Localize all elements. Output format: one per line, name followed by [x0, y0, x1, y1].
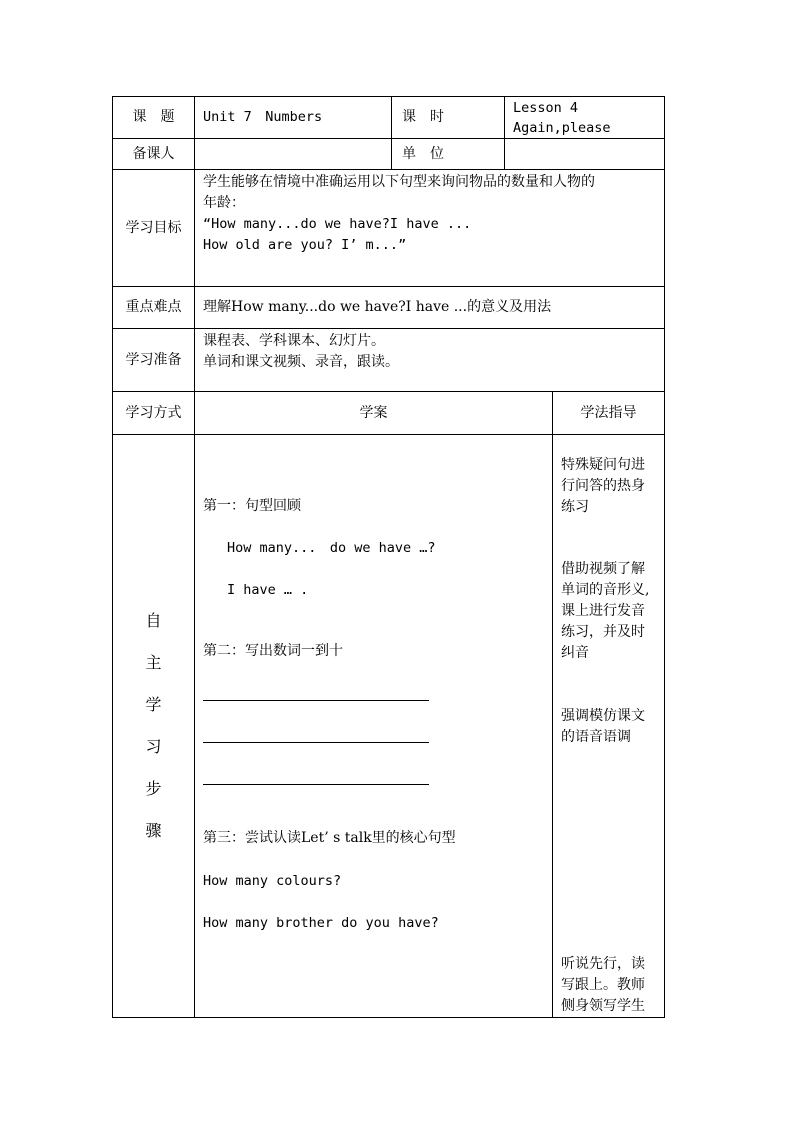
blank-line-1: [203, 700, 429, 701]
plan-content: [195, 435, 553, 1018]
s3-line-2: How many brother do you have?: [203, 915, 439, 931]
guide-2-line: 单词的音形义,: [561, 582, 650, 598]
goals-line-2: 年龄：: [203, 195, 245, 211]
row-goals: [113, 170, 665, 287]
guide-3-line: 强调模仿课文: [561, 708, 645, 724]
guide-4-line: 听说先行，读: [561, 956, 645, 972]
row-prep: [113, 329, 665, 392]
steps-char-6: 骤: [145, 821, 162, 840]
period-label: 课 时: [392, 97, 505, 139]
steps-char-2: 主: [145, 653, 162, 672]
prep-line-2: 单词和课文视频、录音，跟读。: [203, 354, 399, 370]
preparer-value: [195, 139, 392, 170]
key-text: 理解How many...do we have?I have ...的意义及用法: [195, 287, 665, 329]
guide-1-line: 特殊疑问句进: [561, 457, 645, 473]
key-label: 重点难点: [113, 287, 195, 329]
row-steps: [113, 435, 665, 1018]
goals-line-4: How old are you? I’ m...”: [203, 237, 407, 253]
guide-1-line: 行问答的热身: [561, 478, 645, 494]
lesson-value: [505, 97, 665, 139]
s1-title: 第一：句型回顾: [203, 498, 301, 514]
guide-2-line: 练习，并及时: [561, 624, 645, 640]
guide-4-line: 侧身领写学生: [561, 998, 645, 1014]
s2-title: 第二：写出数词一到十: [203, 643, 343, 659]
s3-line-1: How many colours?: [203, 873, 342, 889]
guide-2-line: 课上进行发音: [561, 603, 645, 619]
goals-line-3: “How many...do we have?I have ...: [203, 216, 472, 232]
steps-char-3: 学: [145, 695, 162, 714]
unit-label: 单 位: [392, 139, 505, 170]
blank-line-2: [203, 742, 429, 743]
blank-line-3: [203, 784, 429, 785]
goals-content: [195, 170, 665, 287]
guide-1-line: 练习: [561, 499, 589, 515]
steps-char-5: 步: [145, 779, 162, 798]
goals-label: 学习目标: [113, 170, 195, 287]
guide-4-line: 写跟上。教师: [561, 977, 645, 993]
prep-line-1: 课程表、学科课本、幻灯片。: [203, 333, 385, 349]
header-guide: 学法指导: [553, 392, 665, 435]
header-mode: 学习方式: [113, 392, 195, 435]
guide-note-4: [561, 954, 645, 1017]
lesson-line-2: Again,please: [513, 119, 611, 136]
row-header: [113, 392, 665, 435]
steps-label: [113, 435, 195, 1018]
s3-title: 第三：尝试认读Let’ s talk里的核心句型: [203, 830, 456, 846]
prep-content: [195, 329, 665, 392]
steps-char-1: 自: [145, 611, 162, 630]
row-preparer: [113, 139, 665, 170]
goals-line-1: 学生能够在情境中准确运用以下句型来询问物品的数量和人物的: [203, 174, 595, 190]
guide-note-1: [561, 455, 645, 518]
s1-answer: I have … .: [227, 582, 309, 598]
steps-char-4: 习: [145, 737, 162, 756]
row-topic: [113, 97, 665, 139]
guide-content: [553, 435, 665, 1018]
lesson-line-1: Lesson 4: [513, 99, 579, 116]
guide-3-line: 的语音语调: [561, 729, 631, 745]
preparer-label: 备课人: [113, 139, 195, 170]
unit-value: [505, 139, 665, 170]
guide-2-line: 纠音: [561, 645, 589, 661]
row-key: [113, 287, 665, 329]
lesson-plan-table: [112, 96, 665, 1018]
guide-note-2: [561, 559, 649, 664]
guide-note-3: [561, 706, 645, 748]
s1-question: How many... do we have …?: [227, 540, 436, 556]
topic-value: Unit 7 Numbers: [195, 97, 392, 139]
topic-label: 课 题: [113, 97, 195, 139]
guide-2-line: 借助视频了解: [561, 561, 645, 577]
header-plan: 学案: [195, 392, 553, 435]
prep-label: 学习准备: [113, 329, 195, 392]
